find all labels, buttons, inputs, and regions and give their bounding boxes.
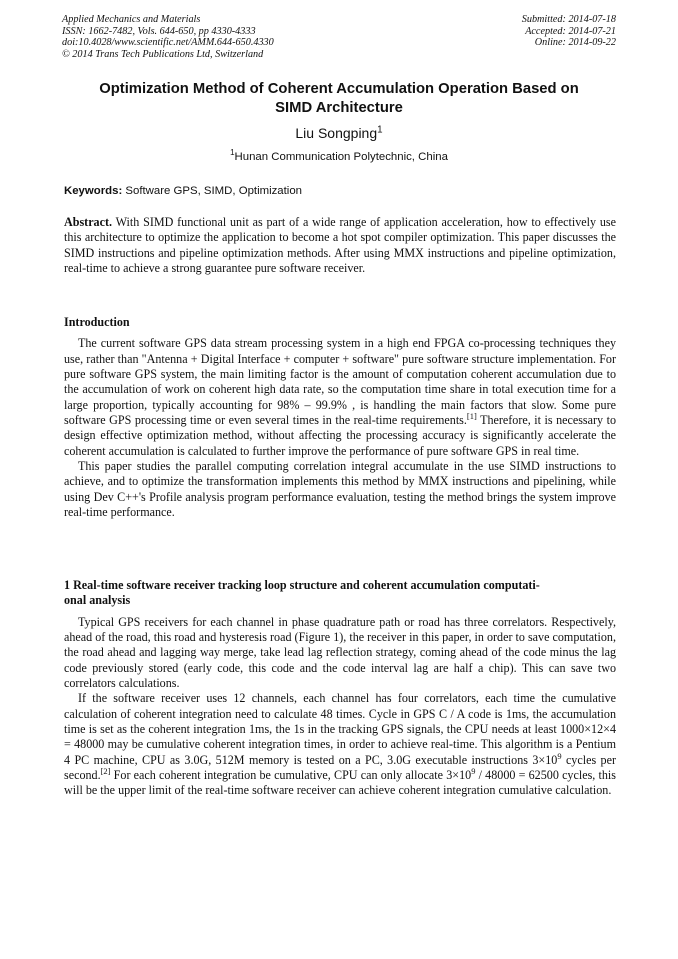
keywords-text: Software GPS, SIMD, Optimization [122, 185, 303, 197]
journal-info [62, 14, 274, 60]
title-line-1: Optimization Method of Coherent Accumulation Operation Based on [99, 81, 579, 97]
introduction-section [64, 315, 616, 520]
intro-paragraph-2: This paper studies the parallel computing correlation integral accumulate in the use SIMD instructions to achieve, and to optimize the transformation implements this method by MMX instructions and pipelining, while using Dev C++'s Profile analysis program performance evaluation, testing the method brings the system improve real-time performance. [64, 459, 616, 520]
exponent: 9 [557, 750, 562, 761]
intro-paragraph-1: The current software GPS data stream processing system in a high end FPGA co-processing techniques they use, rather than "Antenna + Digital Interface + computer + software" pure software structure implementation. For pure software GPS system, the main limiting factor is the amount of computation coherent accumulation due to the accumulation of work on coherent high data rate, so the computation time share in total execution time for a large proportion, typically accounting for 98% – 99.9% , is handling the main factors that slow. Some pure software GPS processing time or even several times in the real-time requirements.[1] Therefore, it is necessary to design effective optimization method, without affecting the processing accuracy is significantly accelerate the coherent accumulation is calculated to further improve the performance of pure software GPS in real time. [64, 336, 616, 458]
citation-2: [2] [100, 766, 111, 777]
author-name: Liu Songping [295, 125, 378, 141]
abstract-text: With SIMD functional unit as part of a wide range of application acceleration, how to effectively use this architecture to optimize the application to become a hot spot compiler optimization. This paper discusses the SIMD instructions and pipeline optimization methods. After using MMX instructions and pipeline optimization, real-time to achieve a strong guarantee pure software receiver. [64, 215, 616, 276]
affiliation-sup: 1 [230, 148, 235, 158]
keywords-label: Keywords: [64, 185, 123, 197]
paper-title [62, 80, 616, 118]
exponent: 9 [471, 766, 476, 777]
issn-line: ISSN: 1662-7482, Vols. 644-650, pp 4330-4333 [62, 25, 256, 37]
journal-name: Applied Mechanics and Materials [62, 14, 201, 25]
submitted-date: Submitted: 2014-07-18 [521, 14, 616, 25]
online-date: Online: 2014-09-22 [534, 37, 616, 49]
section-1-paragraph-1: Typical GPS receivers for each channel in phase quadrature path or road has three correlators. Respectively, ahead of the road, this road and hysteresis road (Figure 1), the receiver in this paper, in order to save computation, the road ahead and lagging way merge, take lead lag reflection strategy, coming ahead of the code minus the lag code previously stored (early code, this code and the code interval lag are half a chip). This can save two correlators calculations. [64, 614, 616, 691]
author [62, 125, 616, 141]
keywords [64, 184, 618, 198]
section-1-heading: 1 Real-time software receiver tracking loop structure and coherent accumulation computati- onal analysis [64, 578, 540, 608]
affiliation [62, 150, 616, 164]
dates-info [522, 14, 616, 49]
doi-line: doi:10.4028/www.scientific.net/AMM.644-650.4330 [62, 37, 274, 49]
section-1-paragraph-2: If the software receiver uses 12 channels, each channel has four correlators, each time the cumulative calculation of coherent integration need to calculate 48 times. Cycle in GPS C / A code is 1ms, the accumulation time is set as the coherent integration 1ms, the 1s in the tracking GPS signals, the CPU needs at least 1000×12×4 = 48000 may be cumulative coherent integration times, in order to achieve real-time. This algorithm is a Pentium 4 PC machine, CPU as 3.0G, 512M memory is tested on a PC, 3.0G executable instructions $3\times 10^9$ cycles per second.[2] For each coherent integration be cumulative, CPU can only allocate $3\times 10^9 / 48000 = 62500$ cycles, this will be the upper limit of the real-time software receiver can achieve coherent integration cumulative calculation. [64, 691, 616, 798]
abstract [64, 215, 616, 276]
section-1 [64, 578, 616, 799]
copyright-line: © 2014 Trans Tech Publications Ltd, Switzerland [62, 48, 264, 60]
title-line-2: SIMD Architecture [275, 100, 403, 116]
abstract-label: Abstract. [64, 215, 113, 229]
citation-1: [1] [466, 411, 477, 422]
introduction-heading: Introduction [64, 315, 130, 329]
accepted-date: Accepted: 2014-07-21 [525, 25, 616, 37]
author-sup: 1 [377, 124, 383, 136]
affiliation-text: Hunan Communication Polytechnic, China [234, 151, 448, 163]
